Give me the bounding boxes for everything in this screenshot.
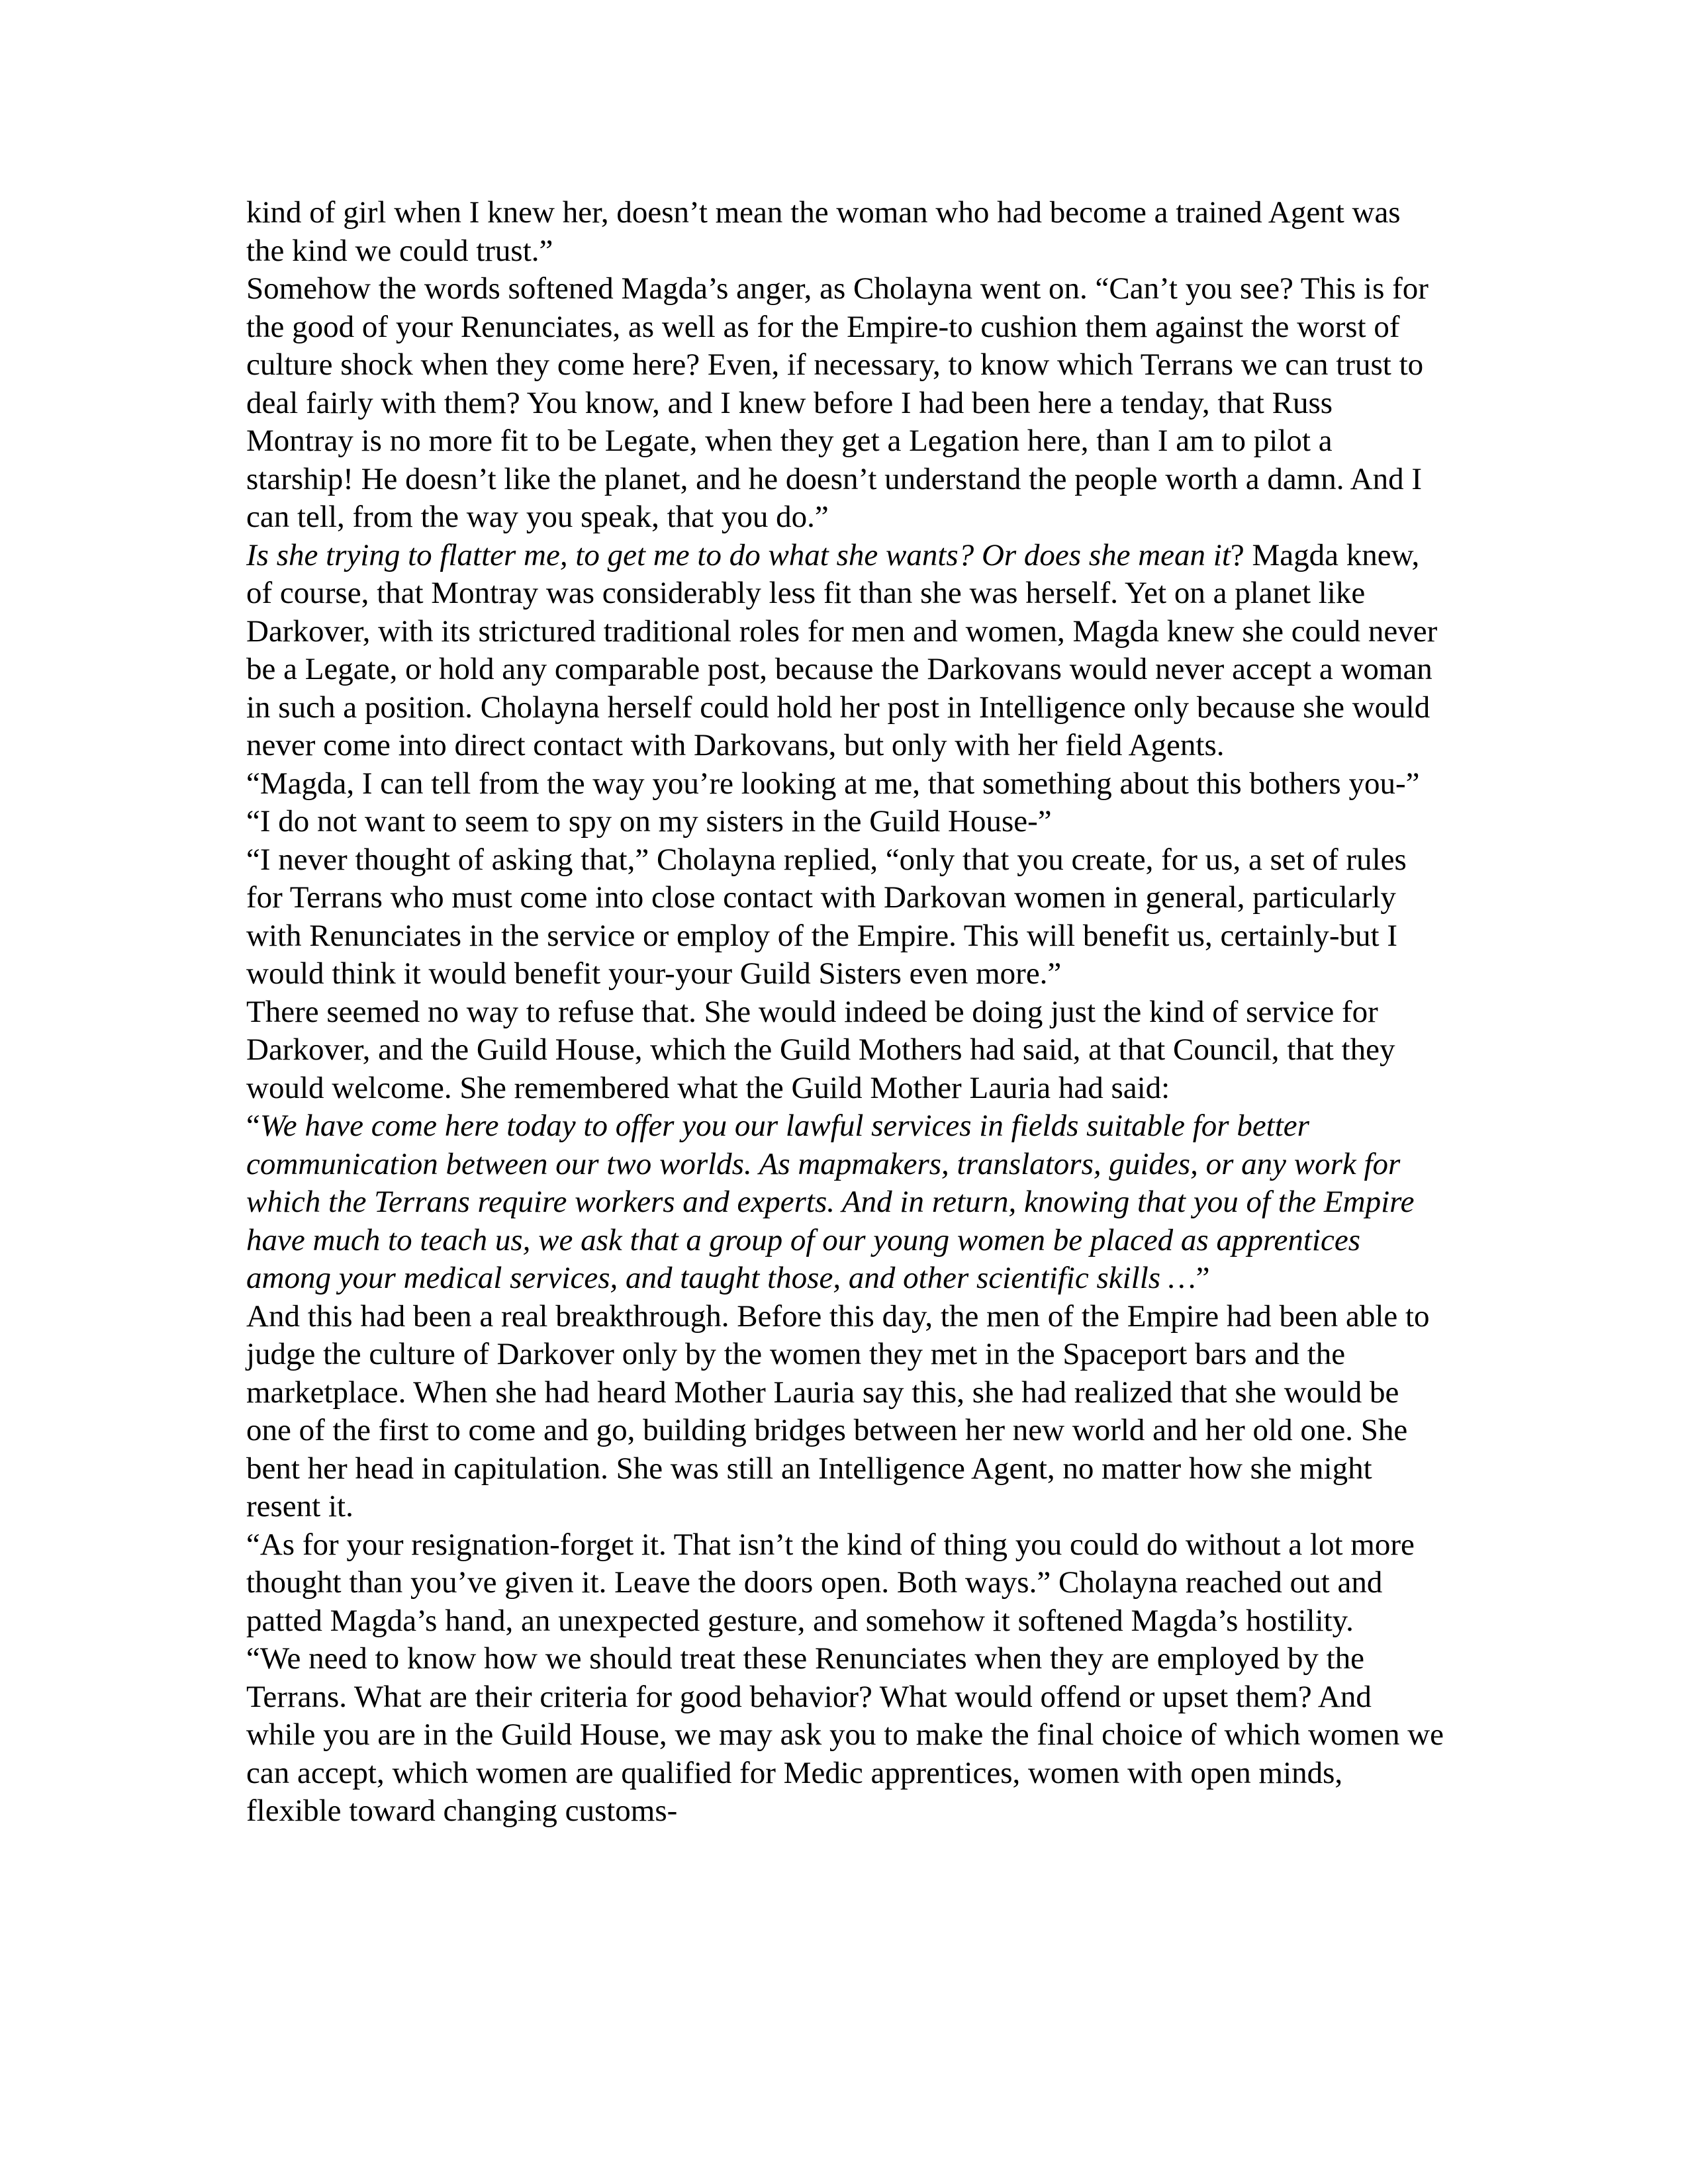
quote-close-mark: ” [1196,1261,1210,1295]
paragraph-10: “As for your resignation-forget it. That isn’t the kind of thing you could do without a lot more thought than you’ve given it. Leave the doors open. Both ways.” Cholayna reached out and patted Magda’s hand, an unexpected gesture, and somehow it softened Magda’s hostility. [246,1527,1415,1638]
italic-quote: We have come here today to offer you our lawful services in fields suitable for better communication between our two worlds. As mapmakers, translators, guides, or any work for which the Terrans require workers and experts. And in return, knowing that you of the Empire have much to teach us, we ask that a group of our young women be placed as apprentices among your medical services, and taught those, and other scientific skills … [246,1109,1415,1295]
paragraph-4: “Magda, I can tell from the way you’re looking at me, that something about this bothers you-” [246,766,1420,801]
paragraph-6: “I never thought of asking that,” Cholayna replied, “only that you create, for us, a set of rules for Terrans who must come into close contact with Darkovan women in general, particularly with Renunciates in the service or employ of the Empire. This will benefit us, certainly-but I would think it would benefit your-your Guild Sisters even more.” [246,842,1407,991]
paragraph-3-text: ? Magda knew, of course, that Montray was considerably less fit than she was herself. Yet on a planet like Darkover, with its strictured traditional roles for men and women, Magda knew she could never be a Legate, or hold any comparable post, because the Darkovans would never accept a woman in such a position. Cholayna herself could hold her post in Intelligence only because she would never come into direct contact with Darkovans, but only with her field Agents. [246,537,1438,762]
paragraph-7: There seemed no way to refuse that. She would indeed be doing just the kind of service for Darkover, and the Guild House, which the Guild Mothers had said, at that Council, that they would welcome. She remembered what the Guild Mother Lauria had said: [246,994,1395,1105]
paragraph-8-quote [246,1107,1444,1298]
paragraph-9: And this had been a real breakthrough. Before this day, the men of the Empire had been able to judge the culture of Darkover only by the women they met in the Spaceport bars and the marketplace. When she had heard Mother Lauria say this, she had realized that she would be one of the first to come and go, building bridges between her new world and her old one. She bent her head in capitulation. She was still an Intelligence Agent, no matter how she might resent it. [246,1298,1430,1524]
paragraph-11: “We need to know how we should treat these Renunciates when they are employed by the Terrans. What are their criteria for good behavior? What would offend or upset them? And while you are in the Guild House, we may ask you to make the final choice of which women we can accept, which women are qualified for Medic apprentices, women with open minds, flexible toward changing customs- [246,1641,1444,1828]
paragraph-2: Somehow the words softened Magda’s anger, as Cholayna went on. “Can’t you see? This is for the good of your Renunciates, as well as for the Empire-to cushion them against the worst of culture shock when they come here? Even, if necessary, to know which Terrans we can trust to deal fairly with them? You know, and I knew before I had been here a tenday, that Russ Montray is no more fit to be Legate, when they get a Legation here, than I am to pilot a starship! He doesn’t like the planet, and he doesn’t understand the people worth a damn. And I can tell, from the way you speak, that you do.” [246,271,1429,534]
italic-thought: Is she trying to flatter me, to get me to do what she wants? Or does she mean it [246,537,1231,572]
paragraph-5: “I do not want to seem to spy on my sisters in the Guild House-” [246,804,1052,839]
paragraph-3 [246,537,1444,765]
paragraph-1: kind of girl when I knew her, doesn’t mean the woman who had become a trained Agent was the kind we could trust.” [246,195,1401,268]
quote-open-mark: “ [246,1109,260,1143]
document-page [246,194,1444,1831]
